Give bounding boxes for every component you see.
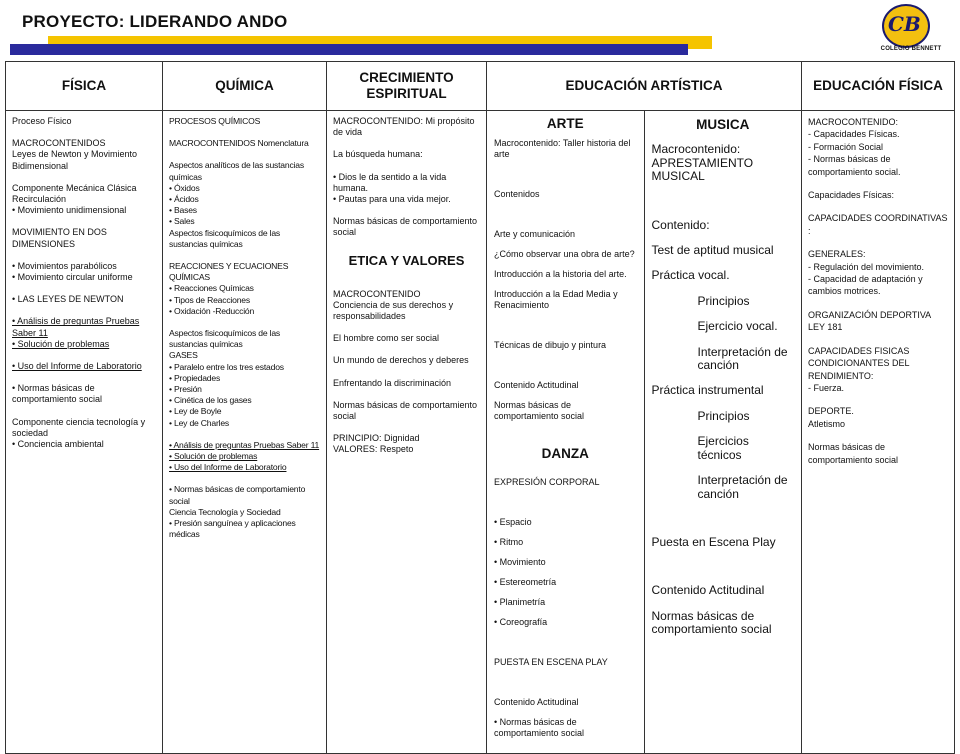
content-line: • Dios le da sentido a la vida humana. xyxy=(333,171,447,193)
content-line: Proceso Físico xyxy=(12,116,72,126)
content-line: • Uso del Informe de Laboratorio xyxy=(169,462,287,473)
content-line: Puesta en Escena Play xyxy=(651,534,776,549)
header-row xyxy=(6,62,955,111)
content-line: PUESTA EN ESCENA PLAY xyxy=(494,657,608,667)
cell-crecimiento xyxy=(327,111,487,754)
spacer xyxy=(12,172,156,183)
content-line: Introducción a la Edad Media y Renacimiento xyxy=(494,289,618,310)
content-line: • Ley de Boyle xyxy=(169,406,222,417)
content-line: Aspectos fisicoquímicos de las sustancias químicas xyxy=(169,227,281,249)
content-line: • Bases xyxy=(169,205,197,216)
cell-edfisica xyxy=(802,111,955,754)
spacer xyxy=(333,138,480,149)
col-header-edfisica: EDUCACIÓN FÍSICA xyxy=(802,62,955,111)
content-line: PROCESOS QUÍMICOS xyxy=(169,116,261,126)
content-line: - Formación Social xyxy=(808,141,884,152)
content-line: • Coreografía xyxy=(494,617,548,627)
content-line: • Presión sanguínea y aplicaciones médicas xyxy=(169,518,296,540)
content-line: Enfrentando la discriminación xyxy=(333,377,452,388)
spacer xyxy=(652,513,795,524)
content-line: El hombre como ser social xyxy=(333,333,440,344)
content-line: ORGANIZACIÓN DEPORTIVA LEY 181 xyxy=(808,309,931,333)
content-line: • Propiedades xyxy=(169,372,221,383)
content-line: MACROCONTENIDOS xyxy=(12,138,106,149)
content-line: Ejercicios técnicos xyxy=(697,434,749,462)
content-line: • Movimiento xyxy=(494,557,546,567)
content-line: • Uso del Informe de Laboratorio xyxy=(12,361,142,372)
content-line: - Normas básicas de comportamiento social. xyxy=(808,154,901,177)
spacer xyxy=(169,149,320,160)
musica-title: MUSICA xyxy=(696,117,750,132)
spacer xyxy=(333,161,480,172)
content-line: Macrocontenido: APRESTAMIENTO MUSICAL xyxy=(651,142,754,184)
curriculum-table xyxy=(5,61,955,754)
spacer xyxy=(333,367,480,378)
content-line: PRINCIPIO: Dignidad xyxy=(333,433,420,444)
content-line: Componente ciencia tecnología y sociedad xyxy=(12,416,146,438)
spacer xyxy=(169,317,320,328)
spacer xyxy=(333,205,480,216)
content-line: Práctica vocal. xyxy=(651,268,730,283)
spacer xyxy=(12,250,156,261)
content-line: Contenido: xyxy=(651,217,710,232)
content-line: EXPRESIÓN CORPORAL xyxy=(494,477,600,487)
etica-valores-title: ETICA Y VALORES xyxy=(348,252,465,268)
blue-bar xyxy=(10,44,688,55)
header xyxy=(0,0,960,58)
content-line: • Estereometría xyxy=(494,577,557,587)
logo-letters: CB xyxy=(888,12,921,36)
spacer xyxy=(12,406,156,417)
content-line: • Reacciones Químicas xyxy=(169,283,254,294)
crecimiento-content xyxy=(327,111,486,461)
spacer xyxy=(808,237,948,248)
content-line: Macrocontenido: Taller historia del arte xyxy=(494,138,631,159)
content-line: • Ley de Charles xyxy=(169,417,229,428)
spacer xyxy=(494,169,637,180)
content-line: Normas básicas de comportamiento social xyxy=(808,442,899,465)
content-line: DEPORTE. xyxy=(808,406,854,417)
content-line: • Ácidos xyxy=(169,194,199,205)
content-line: Aspectos analíticos de las sustancias químicas xyxy=(169,160,304,182)
content-line: Recirculación xyxy=(12,194,67,205)
content-line: Un mundo de derechos y deberes xyxy=(333,355,469,366)
spacer xyxy=(808,430,948,441)
spacer xyxy=(333,422,480,433)
content-line: - Fuerza. xyxy=(808,382,845,393)
content-line: MOVIMIENTO EN DOS DIMENSIONES xyxy=(12,227,107,249)
content-line: Ejercicio vocal. xyxy=(697,319,778,334)
spacer xyxy=(494,360,637,371)
spacer xyxy=(12,372,156,383)
content-line: • Presión xyxy=(169,384,202,395)
content-line: • Oxidación -Reducción xyxy=(169,305,255,316)
content-line: • Conciencia ambiental xyxy=(12,439,104,450)
content-line: REACCIONES Y ECUACIONES QUÍMICAS xyxy=(169,261,289,283)
content-line: • Sales xyxy=(169,216,195,227)
spacer xyxy=(333,322,480,333)
content-line: • Paralelo entre los tres estados xyxy=(169,361,284,372)
spacer xyxy=(494,209,637,220)
cell-quimica xyxy=(163,111,327,754)
musica-column xyxy=(644,111,802,753)
content-line: • Análisis de preguntas Pruebas Saber 11 xyxy=(12,316,140,338)
content-line: Conciencia de sus derechos y responsabilidades xyxy=(333,299,454,322)
spacer xyxy=(652,196,795,207)
content-line: Arte y comunicación xyxy=(494,229,576,239)
content-line: - Regulación del movimiento. xyxy=(808,261,925,272)
content-line: VALORES: Respeto xyxy=(333,444,414,455)
content-line: • Normas básicas de comportamiento social xyxy=(169,484,306,506)
content-line: La búsqueda humana: xyxy=(333,149,423,160)
content-line: • Tipos de Reacciones xyxy=(169,294,250,305)
content-line: • Movimientos parabólicos xyxy=(12,260,117,271)
col-header-fisica: FÍSICA xyxy=(6,62,163,111)
spacer xyxy=(12,305,156,316)
spacer xyxy=(12,216,156,227)
arte-title: ARTE xyxy=(546,116,584,131)
content-line: • Espacio xyxy=(494,517,532,527)
content-line: Principios xyxy=(697,293,750,308)
spacer xyxy=(808,178,948,189)
content-line: MACROCONTENIDO xyxy=(333,288,421,299)
spacer xyxy=(494,637,637,648)
spacer xyxy=(808,298,948,309)
spacer xyxy=(12,350,156,361)
spacer xyxy=(808,201,948,212)
spacer xyxy=(12,127,156,138)
content-line: Contenidos xyxy=(494,189,540,199)
content-line: • Análisis de preguntas Pruebas Saber 11 xyxy=(169,439,320,450)
spacer xyxy=(494,320,637,331)
content-line: • Movimiento unidimensional xyxy=(12,205,127,216)
spacer xyxy=(333,344,480,355)
arte-danza-column xyxy=(487,111,644,753)
danza-title: DANZA xyxy=(541,446,589,461)
content-line: • Planimetría xyxy=(494,597,546,607)
content-line: Técnicas de dibujo y pintura xyxy=(494,340,607,350)
content-line: Contenido Actitudinal xyxy=(494,697,579,707)
content-line: Test de aptitud musical xyxy=(651,243,774,258)
content-line: Ciencia Tecnología y Sociedad xyxy=(169,506,281,517)
content-line: MACROCONTENIDO: Mi propósito de vida xyxy=(333,116,475,138)
content-line: Contenido Actitudinal xyxy=(494,380,579,390)
spacer xyxy=(808,334,948,345)
spacer xyxy=(808,394,948,405)
content-line: MACROCONTENIDOS Nomenclatura xyxy=(169,138,309,149)
cell-artistica xyxy=(487,111,802,754)
content-line: • Movimiento circular uniforme xyxy=(12,272,133,283)
content-line: • LAS LEYES DE NEWTON xyxy=(12,294,124,305)
content-line: CAPACIDADES FISICAS CONDICIONANTES DEL RENDIMIENTO: xyxy=(808,345,910,381)
content-line: • Normas básicas de comportamiento social xyxy=(12,383,103,405)
content-line: Capacidades Físicas: xyxy=(808,190,895,201)
content-line: Contenido Actitudinal xyxy=(651,583,765,598)
content-line: Normas básicas de comportamiento social xyxy=(651,608,772,637)
content-line: GENERALES: xyxy=(808,249,866,260)
spacer xyxy=(494,677,637,688)
cell-fisica xyxy=(6,111,163,754)
logo-text: COLEGIO BENNETT xyxy=(880,46,942,52)
content-line: Interpretación de canción xyxy=(697,473,788,501)
content-line: MACROCONTENIDO: xyxy=(808,117,898,127)
content-line: ¿Cómo observar una obra de arte? xyxy=(494,249,635,259)
content-line: Introducción a la historia del arte. xyxy=(494,269,627,279)
content-line: • Solución de problemas xyxy=(169,451,258,462)
content-line: Aspectos fisicoquímicos de las sustancias químicas xyxy=(169,328,281,350)
spacer xyxy=(169,127,320,138)
content-line: Componente Mecánica Clásica xyxy=(12,182,137,193)
spacer xyxy=(494,497,637,508)
spacer xyxy=(169,429,320,440)
content-line: Práctica instrumental xyxy=(651,383,764,398)
content-line: Leyes de Newton y Movimiento Bidimensional xyxy=(12,149,138,171)
spacer xyxy=(652,561,795,572)
content-line: • Pautas para una vida mejor. xyxy=(333,194,451,205)
col-header-quimica: QUÍMICA xyxy=(163,62,327,111)
content-line: Atletismo xyxy=(808,418,846,429)
content-line: • Cinética de los gases xyxy=(169,395,252,406)
school-logo xyxy=(876,2,956,58)
content-row xyxy=(6,111,955,754)
content-line: • Óxidos xyxy=(169,182,200,193)
content-line: Normas básicas de comportamiento social xyxy=(494,400,585,421)
col-header-crecimiento: CRECIMIENTO ESPIRITUAL xyxy=(327,62,487,111)
content-line: • Normas básicas de comportamiento social xyxy=(494,717,585,738)
spacer xyxy=(333,389,480,400)
content-line: CAPACIDADES COORDINATIVAS : xyxy=(808,213,948,236)
content-line: • Ritmo xyxy=(494,537,524,547)
col-header-artistica: EDUCACIÓN ARTÍSTICA xyxy=(487,62,802,111)
content-line: Normas básicas de comportamiento social xyxy=(333,399,478,422)
spacer xyxy=(12,283,156,294)
content-line: Interpretación de canción xyxy=(697,344,788,373)
page-title: PROYECTO: LIDERANDO ANDO xyxy=(22,12,288,31)
content-line: Normas básicas de comportamiento social xyxy=(333,216,478,238)
content-line: GASES xyxy=(169,350,198,361)
content-line: • Solución de problemas xyxy=(12,338,110,349)
content-line: Principios xyxy=(697,408,750,423)
spacer xyxy=(169,250,320,261)
content-line: - Capacidad de adaptación y cambios motrices. xyxy=(808,274,923,297)
content-line: - Capacidades Físicas. xyxy=(808,129,900,140)
spacer xyxy=(169,473,320,484)
